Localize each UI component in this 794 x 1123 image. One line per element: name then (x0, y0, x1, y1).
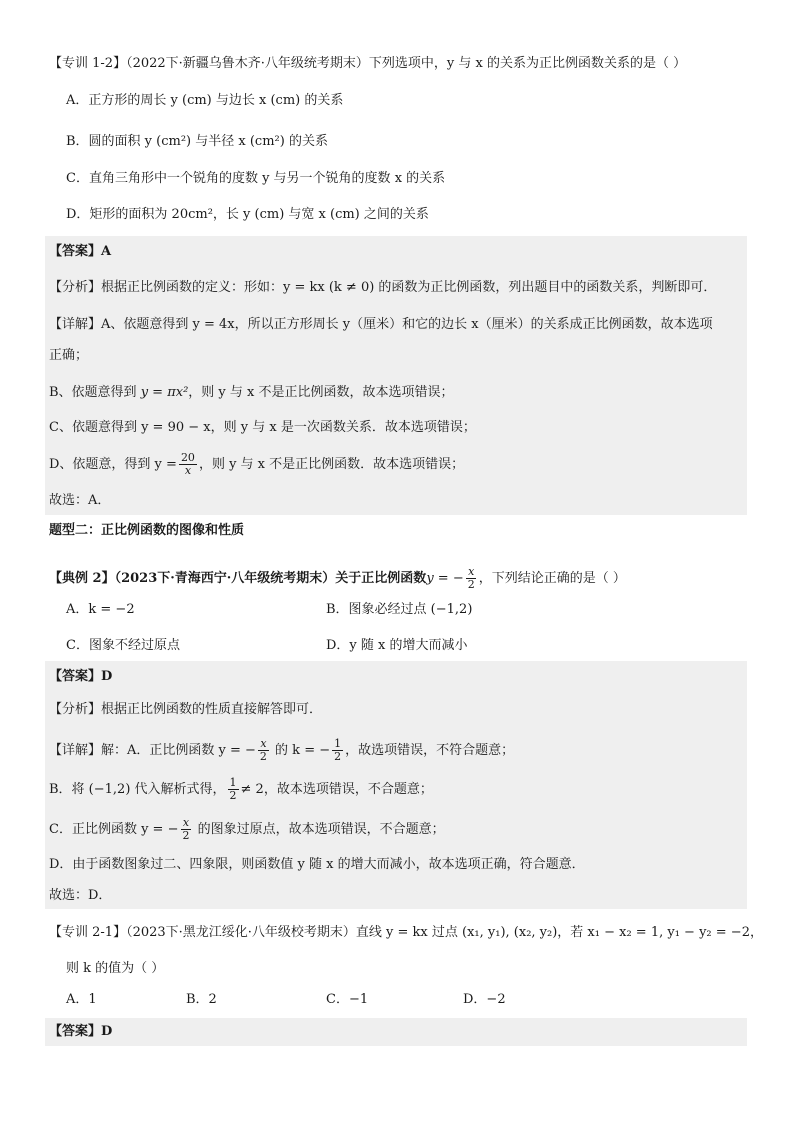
analysis-text: 【分析】根据正比例函数的性质直接解答即可． (49, 702, 323, 717)
detail-b-suffix: ≠ 2，故本选项错误，不合题意； (240, 782, 433, 797)
detail-text-b (49, 777, 433, 802)
fraction (332, 738, 343, 763)
fraction (466, 566, 477, 591)
choice-text: 故选：A． (49, 493, 111, 508)
detail-b-suffix: ，则 y 与 x 不是正比例函数，故本选项错误； (188, 385, 454, 400)
formula: y = − (426, 571, 464, 586)
option-d: D．矩形的面积为 20cm²，长 y (cm) 与宽 x (cm) 之间的关系 (66, 207, 429, 222)
answer-label: 【答案】D (49, 669, 113, 684)
fraction-numerator: 20 (180, 451, 195, 464)
detail-a-middle: 的 k = − (270, 743, 331, 758)
option-c: C．直角三角形中一个锐角的度数 y 与另一个锐角的度数 x 的关系 (66, 171, 446, 186)
detail-text: 正确； (49, 348, 89, 363)
detail-text-a (49, 738, 514, 763)
detail-c-suffix: 的图象过原点，故本选项错误，不合题意； (193, 822, 445, 837)
example-stem (49, 566, 626, 591)
analysis-text: 【分析】根据正比例函数的定义：形如：y = kx (k ≠ 0) 的函数为正比例函数，列出题目中的函数关系，判断即可． (49, 280, 717, 295)
option-a: A．1 (66, 992, 97, 1007)
option-b: B．圆的面积 y (cm²) 与半径 x (cm²) 的关系 (66, 134, 328, 149)
answer-label: 【答案】A (49, 244, 112, 259)
option-c: C．−1 (326, 992, 369, 1007)
example-stem-prefix: 【典例 2】（2023下·青海西宁·八年级统考期末）关于正比例函数 (49, 571, 427, 586)
option-d: D．−2 (463, 992, 506, 1007)
question-stem-continued: 则 k 的值为（ ） (66, 961, 165, 976)
fraction-denominator: 2 (334, 750, 342, 763)
answer-block-shade (45, 1018, 747, 1046)
detail-d-suffix: ，则 y 与 x 不是正比例函数．故本选项错误； (198, 457, 465, 472)
fraction-numerator: 1 (334, 737, 342, 750)
fraction-numerator: x (468, 565, 475, 578)
fraction-denominator: x (184, 464, 192, 477)
detail-a-prefix: 【详解】解：A．正比例函数 y = − (49, 743, 256, 758)
question-stem: 【专训 2-1】（2023下·黑龙江绥化·八年级校考期末）直线 y = kx 过点 (x₁, y₁), (x₂, y₂)，若 x₁ − x₂ = 1, y₁ − y₂ = −2， (49, 925, 763, 940)
detail-text-b (49, 383, 454, 403)
fraction (228, 777, 239, 802)
formula: y = πx² (140, 385, 189, 400)
detail-text-c: C、依题意得到 y = 90 − x，则 y 与 x 是一次函数关系．故本选项错误； (49, 420, 476, 435)
option-a: A．k = −2 (66, 602, 135, 617)
answer-label: 【答案】D (49, 1024, 113, 1039)
fraction-numerator: x (182, 816, 190, 829)
fraction (179, 452, 197, 477)
section-title: 题型二：正比例函数的图像和性质 (49, 523, 245, 538)
detail-text-c (49, 817, 445, 842)
example-stem-suffix: ，下列结论正确的是（ ） (478, 571, 626, 586)
detail-text: 【详解】A、依题意得到 y = 4x，所以正方形周长 y（厘米）和它的边长 x（厘米）的关系成正比例函数，故本选项 (49, 317, 713, 332)
detail-b-prefix: B．将 (−1,2) 代入解析式得， (49, 782, 226, 797)
detail-text-d (49, 452, 464, 477)
detail-c-prefix: C．正比例函数 y = − (49, 822, 179, 837)
choice-text: 故选：D． (49, 888, 112, 903)
fraction-numerator: x (260, 737, 267, 750)
fraction-denominator: 2 (182, 829, 190, 842)
option-b: B．图象必经过点 (−1,2) (326, 602, 473, 617)
fraction-numerator: 1 (229, 776, 237, 789)
fraction (180, 817, 191, 842)
fraction (258, 738, 269, 763)
detail-a-suffix: ，故选项错误，不符合题意； (345, 743, 515, 758)
fraction-denominator: 2 (229, 789, 237, 802)
fraction-denominator: 2 (467, 578, 475, 591)
detail-text-d: D．由于函数图象过二、四象限，则函数值 y 随 x 的增大而减小，故本选项正确，符合题意． (49, 857, 585, 872)
option-b: B．2 (186, 992, 217, 1007)
option-d: D．y 随 x 的增大而减小 (326, 638, 468, 653)
question-stem: 【专训 1-2】（2022下·新疆乌鲁木齐·八年级统考期末）下列选项中，y 与 x 的关系为正比例函数关系的是（ ） (49, 56, 687, 71)
fraction-denominator: 2 (259, 750, 267, 763)
detail-d-prefix: D、依题意，得到 y = (49, 457, 177, 472)
option-c: C．图象不经过原点 (66, 638, 180, 653)
option-a: A．正方形的周长 y (cm) 与边长 x (cm) 的关系 (66, 93, 344, 108)
detail-b-prefix: B、依题意得到 (49, 385, 141, 400)
